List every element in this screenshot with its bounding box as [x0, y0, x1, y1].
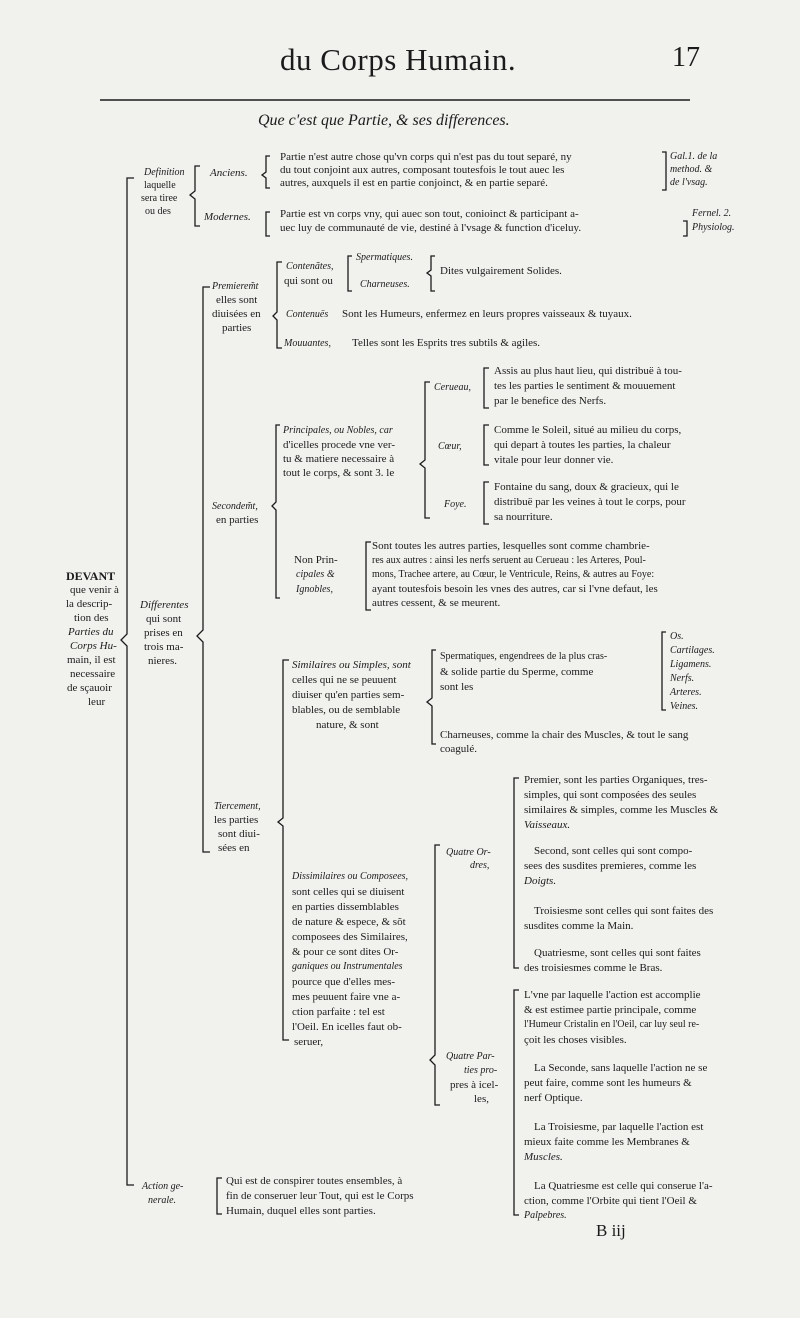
parties-brace: [514, 990, 519, 1215]
dissimilaires-brace: [430, 845, 440, 1105]
running-title: du Corps Humain.: [280, 42, 517, 77]
tiercement-brace: [278, 660, 289, 1040]
page-number: 17: [672, 42, 700, 73]
ref-brace-1: [662, 152, 666, 190]
modernes-label: Modernes.: [204, 211, 251, 223]
anciens-label: Anciens.: [210, 167, 248, 179]
charneuses-label: Charneuses.: [360, 279, 410, 290]
foye-brace: [484, 482, 489, 524]
nonprin-brace: [366, 542, 371, 610]
ordres-brace: [514, 778, 519, 968]
definition-brace: [190, 166, 200, 226]
list-brace: [662, 632, 666, 710]
contenues-text: Sont les Humeurs, enfermez en leurs propres vaisseaux & tuyaux.: [342, 308, 632, 320]
cerueau-brace: [484, 368, 489, 408]
coeur-brace: [484, 425, 489, 465]
section-title: Que c'est que Partie, & ses differences.: [258, 112, 510, 129]
organs-brace: [420, 382, 430, 518]
book-page: du Corps Humain. 17 Que c'est que Partie, & ses differences. DEVANT que venir à la descrip- tion des Parties du Corps Hu- main, il est necessaire de sçauoir leur Definition laquelle sera tiree ou des Anciens. Partie n'est autre chose qu'vn corps qui n'est pas du tout separé, ny du tout conjoint aux autres, composant toutesfois le tout auec les autres, auxquels il est en partie conjoinct, & en partie separé. Gal.1. de la method. & de l'vsag. Modernes. Partie est vn corps vny, qui auec son tout, conioinct & participant a- uec luy de communauté de vie, destiné à l'vsage & function d'iceluy. Fernel. 2. Physiolog. Differentes qui sont prises en trois ma- nieres. Premierem͏̃t elles sont diuisées en parties Contenãtes, qui sont ou Spermatiques. Charneuses. Dites vulgairement Solides. Contenuës Sont les Humeurs, enfermez en leurs propres vaisseaux & tuyaux. Mouuantes, Telles sont les Esprits tres subtils & agiles. Secondem͏̃t, en parties Principales, ou Nobles, car d'icelles procede vne ver- tu & matiere necessaire à tout le corps, & sont 3. le Cerueau, Assis au plus haut lieu, qui distribuë à tou- tes les parties le sentiment & mouuement par le benefice des Nerfs. Cœur, Comme le Soleil, situé au milieu du corps, qui depart à toutes les parties, la chaleur vitale pour leur donner vie. Foye. Fontaine du sang, doux & gracieux, qui le distribuë par les veines à tout le corps, pour sa nourriture. Non Prin- cipales & Ignobles, Sont toutes les autres parties, lesquelles sont comme chambrie- res aux autres : ainsi les nerfs seruent au Cerueau : les Arteres, Poul- mons, Trachee artere, au Cœur, le Ventricule, Reins, & autres au Foye: ayant toutesfois besoin les vnes des autres, car si l'vne defaut, les autres cessent, & se meurent. Tiercement, les parties sont diui- sées en Similaires ou Simples, sont celles qui ne se peuuent diuiser qu'en parties sem- blables, ou de semblable nature, & sont Spermatiques, engendrees de la plus cras- & solide partie du Sperme, comme sont les Os. Cartilages. Ligamens. Nerfs. Arteres. Veines. Charneuses, comme la chair des Muscles, & tout le sang coagulé. Dissimilaires ou Composees, sont celles qui se diuisent en parties dissemblables de nature & espece, & sõt composees des Similaires, & pour ce sont dites Or- ganiques ou Instrumentales pource que d'elles mes- mes peuuent faire vne a- ction parfaite : tel est l'Oeil. En icelles faut ob- seruer, Quatre Or- dres, Premier, sont les parties Organiques, tres- simples, qui sont composées des seules similaires & simples, comme les Muscles & Vaisseaux. Second, sont celles qui sont compo- sees des susdites premieres, comme les Doigts. Troisiesme sont celles qui sont faites des susdites comme la Main. Quatriesme, sont celles qui sont faites des troisiesmes comme le Bras. Quatre Par- ties pro- pres à icel- les, L'vne par laquelle l'action est accomplie & est estimee partie principale, comme l'Humeur Cristalin en l'Oeil, car luy seul re- çoit les choses visibles. La Seconde, sans laquelle l'action ne se peut faire, comme sont les humeurs & nerf Optique. La Troisiesme, par laquelle l'action est mieux faite comme les Membranes & Muscles. La Quatriesme est celle qui conserue l'a- ction, comme l'Orbite qui tient l'Oeil & Palpebres. Action ge- nerale. Qui est de conspirer toutes ensembles, à fin de conseruer leur Tout, qui est le Corps Humain, duquel elles sont parties. B iij: [0, 0, 800, 1318]
modernes-brace: [266, 212, 270, 236]
differences-brace: [197, 287, 210, 852]
similaires-brace: [427, 650, 436, 744]
secondement-brace: [272, 425, 280, 598]
action-brace: [217, 1178, 222, 1214]
mouuantes-label: Mouuantes,: [284, 338, 331, 349]
root-brace: [121, 178, 134, 1185]
solides-brace: [427, 256, 435, 291]
contenantes-brace: [348, 256, 352, 291]
cerueau-label: Cerueau,: [434, 382, 471, 393]
foye-label: Foye.: [444, 499, 467, 510]
spermatiques-label: Spermatiques.: [356, 252, 413, 263]
solides-text: Dites vulgairement Solides.: [440, 265, 562, 277]
mouuantes-text: Telles sont les Esprits tres subtils & agiles.: [352, 337, 541, 349]
premierement-brace: [273, 262, 282, 348]
contenues-label: Contenuës: [286, 309, 329, 320]
coeur-label: Cœur,: [438, 441, 462, 452]
anciens-brace: [262, 156, 270, 188]
ref-brace-2: [683, 221, 687, 236]
signature-mark: B iij: [596, 1221, 626, 1240]
